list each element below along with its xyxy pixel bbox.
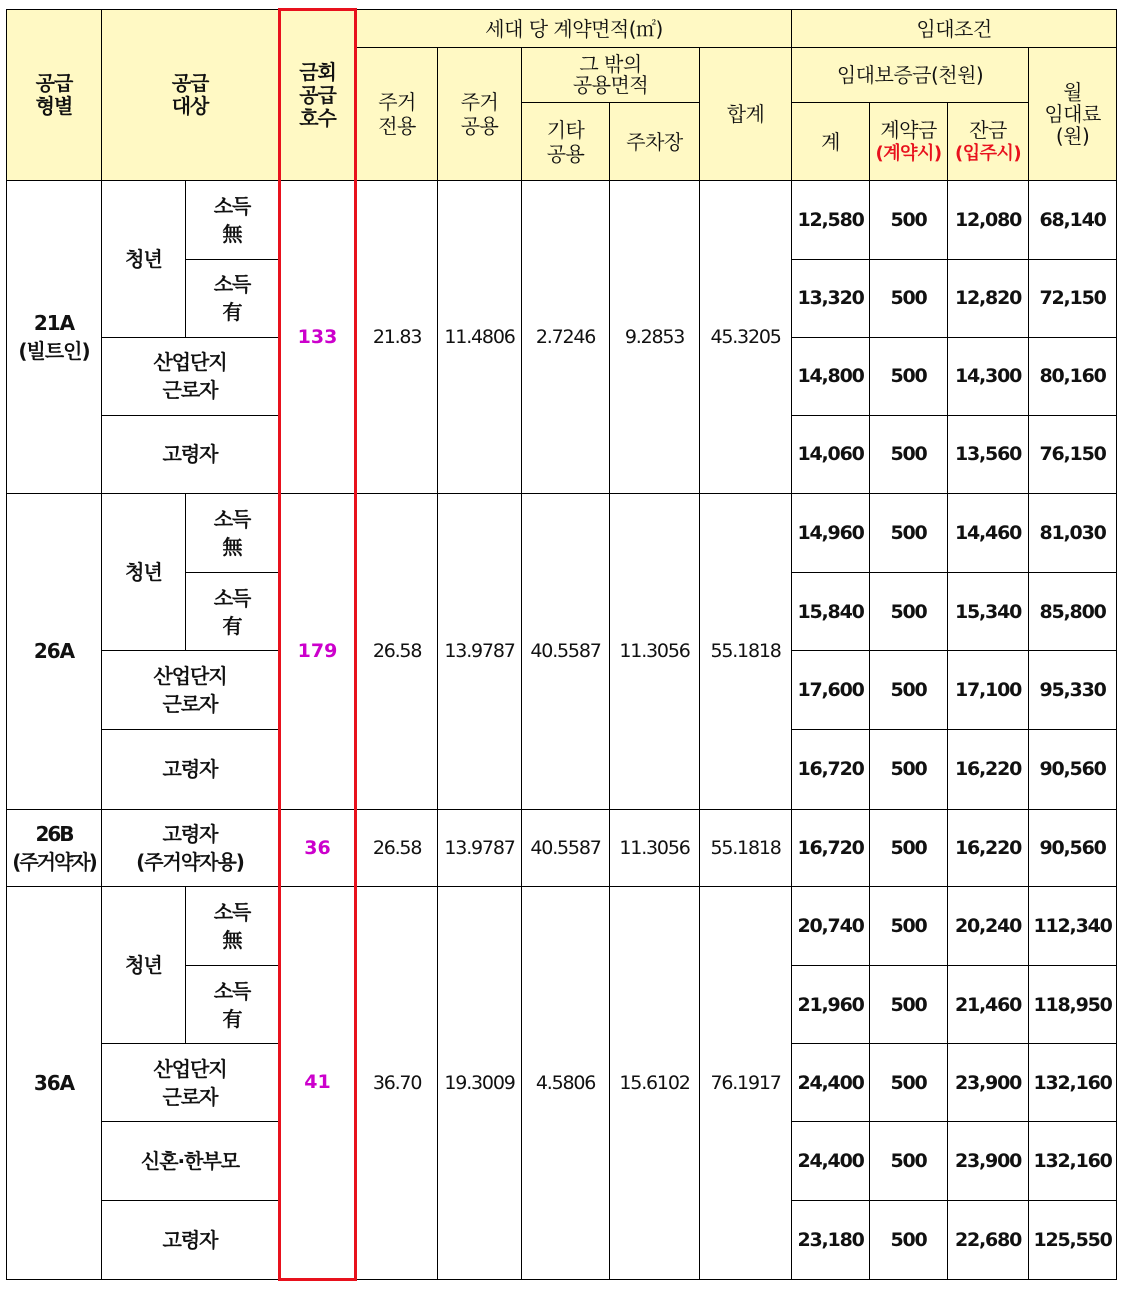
target-industrial-worker: 산업단지 근로자: [102, 337, 280, 415]
contract-fee: 500: [870, 415, 948, 493]
monthly-rent: 90,560: [1029, 809, 1117, 886]
target-elderly: 고령자: [102, 1200, 280, 1279]
target-no-income: 소득 無: [186, 494, 280, 573]
contract-fee: 500: [870, 573, 948, 651]
units-count: 179: [280, 494, 356, 810]
contract-fee: 500: [870, 1044, 948, 1122]
parking-area: 9.2853: [610, 181, 700, 494]
contract-fee: 500: [870, 181, 948, 259]
total-area: 45.3205: [700, 181, 792, 494]
header-contract-fee: 계약금 (계약시): [870, 103, 948, 181]
deposit-total: 16,720: [792, 809, 870, 886]
contract-fee: 500: [870, 1122, 948, 1200]
monthly-rent: 81,030: [1029, 494, 1117, 573]
units-count: 41: [280, 886, 356, 1279]
target-elderly: 고령자: [102, 415, 280, 493]
header-deposit-total: 계: [792, 103, 870, 181]
balance: 23,900: [948, 1122, 1029, 1200]
deposit-total: 16,720: [792, 729, 870, 809]
target-has-income: 소득 有: [186, 259, 280, 337]
target-elderly: 고령자: [102, 729, 280, 809]
header-supply-type: 공급 형별: [7, 10, 102, 181]
header-row-1: [7, 10, 1117, 48]
target-no-income: 소득 無: [186, 181, 280, 259]
deposit-total: 24,400: [792, 1122, 870, 1200]
balance: 14,460: [948, 494, 1029, 573]
header-residential-common: 주거 공용: [438, 48, 522, 181]
supply-type-cell: 21A (빌트인): [7, 181, 102, 494]
private-area: 26.58: [356, 494, 438, 810]
private-area: 21.83: [356, 181, 438, 494]
target-has-income: 소득 有: [186, 573, 280, 651]
target-no-income: 소득 無: [186, 886, 280, 965]
balance: 16,220: [948, 729, 1029, 809]
monthly-rent: 112,340: [1029, 886, 1117, 965]
other-common-area: 40.5587: [522, 494, 610, 810]
header-units-this-round: 금회 공급 호수: [280, 10, 356, 181]
header-other-common: 기타 공용: [522, 103, 610, 181]
monthly-rent: 76,150: [1029, 415, 1117, 493]
header-deposit-group: 임대보증금(천원): [792, 48, 1029, 103]
monthly-rent: 125,550: [1029, 1200, 1117, 1279]
table-row: [7, 494, 1117, 573]
total-area: 55.1818: [700, 809, 792, 886]
deposit-total: 15,840: [792, 573, 870, 651]
target-industrial-worker: 산업단지 근로자: [102, 1044, 280, 1122]
balance: 15,340: [948, 573, 1029, 651]
balance: 22,680: [948, 1200, 1029, 1279]
deposit-total: 24,400: [792, 1044, 870, 1122]
monthly-rent: 132,160: [1029, 1122, 1117, 1200]
target-newlywed-single-parent: 신혼·한부모: [102, 1122, 280, 1200]
deposit-total: 14,060: [792, 415, 870, 493]
target-youth: 청년: [102, 494, 186, 651]
balance: 17,100: [948, 651, 1029, 729]
header-parking: 주차장: [610, 103, 700, 181]
monthly-rent: 72,150: [1029, 259, 1117, 337]
contract-fee: 500: [870, 729, 948, 809]
parking-area: 15.6102: [610, 886, 700, 1279]
parking-area: 11.3056: [610, 494, 700, 810]
balance: 14,300: [948, 337, 1029, 415]
header-supply-target: 공급 대상: [102, 10, 280, 181]
parking-area: 11.3056: [610, 809, 700, 886]
table-row: [7, 809, 1117, 886]
balance: 12,080: [948, 181, 1029, 259]
contract-fee: 500: [870, 809, 948, 886]
deposit-total: 13,320: [792, 259, 870, 337]
other-common-area: 4.5806: [522, 886, 610, 1279]
common-area: 13.9787: [438, 809, 522, 886]
units-count: 36: [280, 809, 356, 886]
common-area: 11.4806: [438, 181, 522, 494]
header-other-common-group: 그 밖의 공용면적: [522, 48, 700, 103]
table-row: [7, 181, 1117, 259]
header-area-group: 세대 당 계약면적(㎡): [356, 10, 792, 48]
balance: 20,240: [948, 886, 1029, 965]
balance: 13,560: [948, 415, 1029, 493]
table-row: [7, 886, 1117, 965]
private-area: 36.70: [356, 886, 438, 1279]
common-area: 19.3009: [438, 886, 522, 1279]
target-elderly-mobility: 고령자 (주거약자용): [102, 809, 280, 886]
target-has-income: 소득 有: [186, 966, 280, 1044]
supply-type-cell: 26A: [7, 494, 102, 810]
contract-fee: 500: [870, 966, 948, 1044]
total-area: 76.1917: [700, 886, 792, 1279]
common-area: 13.9787: [438, 494, 522, 810]
supply-type-cell: 36A: [7, 886, 102, 1279]
total-area: 55.1818: [700, 494, 792, 810]
contract-fee: 500: [870, 1200, 948, 1279]
deposit-total: 20,740: [792, 886, 870, 965]
header-monthly-rent: 월 임대료 (원): [1029, 48, 1117, 181]
deposit-total: 14,800: [792, 337, 870, 415]
balance: 21,460: [948, 966, 1029, 1044]
deposit-total: 14,960: [792, 494, 870, 573]
header-total-area: 합계: [700, 48, 792, 181]
monthly-rent: 68,140: [1029, 181, 1117, 259]
contract-fee: 500: [870, 337, 948, 415]
contract-fee-note: (계약시): [875, 142, 942, 164]
other-common-area: 40.5587: [522, 809, 610, 886]
balance-note: (입주시): [954, 142, 1022, 164]
contract-fee: 500: [870, 651, 948, 729]
balance: 23,900: [948, 1044, 1029, 1122]
balance: 16,220: [948, 809, 1029, 886]
contract-fee: 500: [870, 259, 948, 337]
contract-fee: 500: [870, 886, 948, 965]
deposit-total: 17,600: [792, 651, 870, 729]
header-rent-group: 임대조건: [792, 10, 1117, 48]
monthly-rent: 132,160: [1029, 1044, 1117, 1122]
contract-fee: 500: [870, 494, 948, 573]
monthly-rent: 90,560: [1029, 729, 1117, 809]
units-count: 133: [280, 181, 356, 494]
supply-type-cell: 26B (주거약자): [7, 809, 102, 886]
monthly-rent: 118,950: [1029, 966, 1117, 1044]
deposit-total: 23,180: [792, 1200, 870, 1279]
other-common-area: 2.7246: [522, 181, 610, 494]
target-youth: 청년: [102, 181, 186, 337]
target-youth: 청년: [102, 886, 186, 1043]
monthly-rent: 80,160: [1029, 337, 1117, 415]
deposit-total: 12,580: [792, 181, 870, 259]
monthly-rent: 95,330: [1029, 651, 1117, 729]
header-residential-private: 주거 전용: [356, 48, 438, 181]
rental-conditions-table: [6, 8, 1117, 1281]
header-balance: 잔금 (입주시): [948, 103, 1029, 181]
balance: 12,820: [948, 259, 1029, 337]
deposit-total: 21,960: [792, 966, 870, 1044]
target-industrial-worker: 산업단지 근로자: [102, 651, 280, 729]
monthly-rent: 85,800: [1029, 573, 1117, 651]
private-area: 26.58: [356, 809, 438, 886]
